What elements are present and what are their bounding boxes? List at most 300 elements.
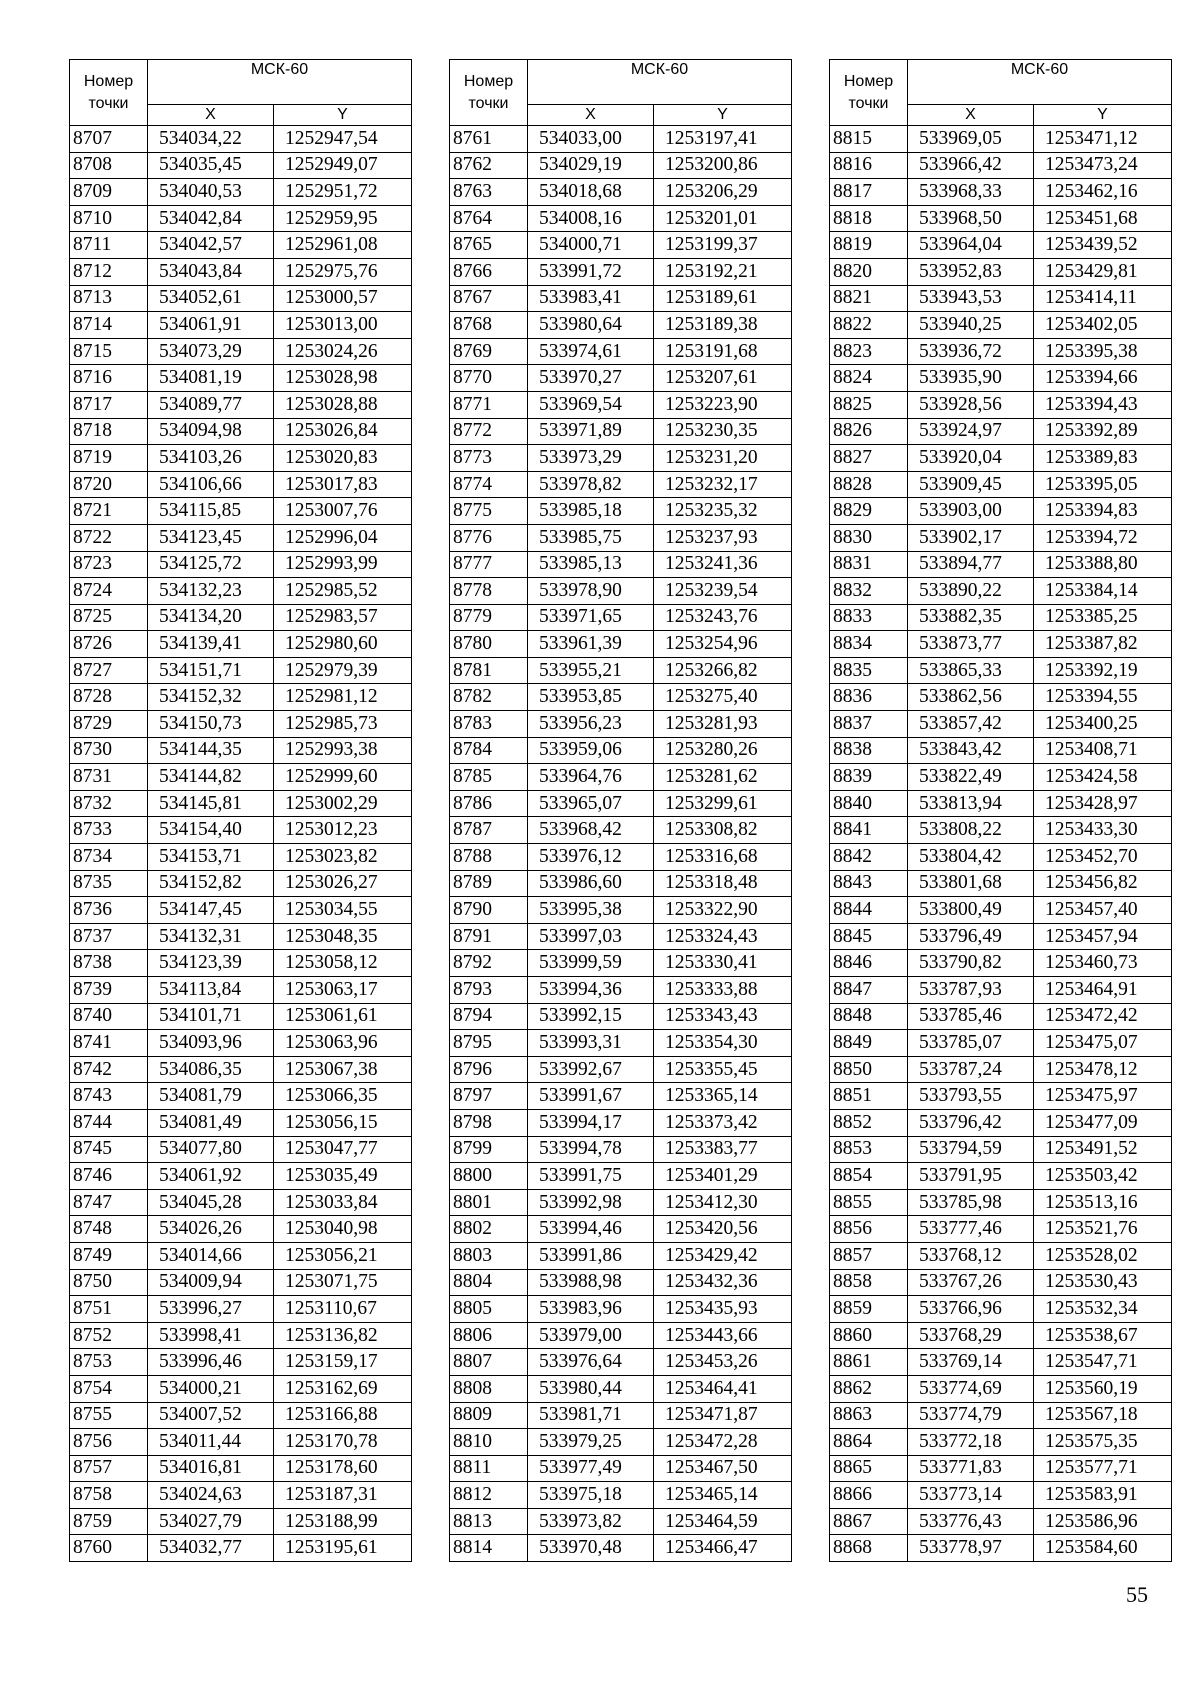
x-coordinate-cell: 533804,42 bbox=[908, 844, 1034, 871]
x-coordinate-cell: 534073,29 bbox=[148, 338, 274, 365]
x-coordinate-cell: 534000,21 bbox=[148, 1375, 274, 1402]
y-coordinate-cell: 1253388,80 bbox=[1034, 551, 1172, 578]
x-coordinate-cell: 533776,43 bbox=[908, 1508, 1034, 1535]
x-coordinate-cell: 533973,82 bbox=[528, 1508, 654, 1535]
table-row bbox=[70, 578, 412, 605]
point-number-cell: 8718 bbox=[70, 418, 148, 445]
x-coordinate-cell: 533953,85 bbox=[528, 684, 654, 711]
table-row bbox=[450, 1402, 792, 1429]
point-number-cell: 8733 bbox=[70, 817, 148, 844]
point-number-cell: 8790 bbox=[450, 897, 528, 924]
point-number-cell: 8803 bbox=[450, 1242, 528, 1269]
x-coordinate-cell: 533994,78 bbox=[528, 1136, 654, 1163]
point-number-cell: 8800 bbox=[450, 1163, 528, 1190]
point-number-cell: 8748 bbox=[70, 1216, 148, 1243]
x-coordinate-cell: 534132,31 bbox=[148, 923, 274, 950]
x-coordinate-cell: 533935,90 bbox=[908, 365, 1034, 392]
table-row bbox=[830, 445, 1172, 472]
y-coordinate-cell: 1253451,68 bbox=[1034, 205, 1172, 232]
x-coordinate-cell: 534139,41 bbox=[148, 631, 274, 658]
point-number-cell: 8721 bbox=[70, 498, 148, 525]
x-coordinate-cell: 533787,24 bbox=[908, 1056, 1034, 1083]
y-coordinate-cell: 1253012,23 bbox=[274, 817, 412, 844]
y-coordinate-cell: 1253266,82 bbox=[654, 657, 792, 684]
y-coordinate-cell: 1252983,57 bbox=[274, 604, 412, 631]
x-coordinate-cell: 534106,66 bbox=[148, 471, 274, 498]
x-coordinate-cell: 534153,71 bbox=[148, 844, 274, 871]
table-row bbox=[830, 179, 1172, 206]
y-coordinate-cell: 1253355,45 bbox=[654, 1056, 792, 1083]
point-number-cell: 8798 bbox=[450, 1109, 528, 1136]
x-coordinate-cell: 533991,67 bbox=[528, 1083, 654, 1110]
y-coordinate-cell: 1253067,38 bbox=[274, 1056, 412, 1083]
table-row bbox=[450, 179, 792, 206]
x-coordinate-cell: 533822,49 bbox=[908, 764, 1034, 791]
table-row bbox=[70, 391, 412, 418]
x-coordinate-cell: 534101,71 bbox=[148, 1003, 274, 1030]
table-row bbox=[450, 1455, 792, 1482]
y-coordinate-cell: 1253392,19 bbox=[1034, 657, 1172, 684]
x-column-header: X bbox=[148, 105, 274, 126]
y-coordinate-cell: 1253460,73 bbox=[1034, 950, 1172, 977]
x-coordinate-cell: 533970,48 bbox=[528, 1535, 654, 1562]
table-row bbox=[70, 1269, 412, 1296]
point-number-cell: 8785 bbox=[450, 764, 528, 791]
x-coordinate-cell: 533970,27 bbox=[528, 365, 654, 392]
table-row bbox=[830, 1136, 1172, 1163]
table-row bbox=[830, 1109, 1172, 1136]
x-coordinate-cell: 534032,77 bbox=[148, 1535, 274, 1562]
x-coordinate-cell: 533808,22 bbox=[908, 817, 1034, 844]
point-number-cell: 8848 bbox=[830, 1003, 908, 1030]
x-coordinate-cell: 534089,77 bbox=[148, 391, 274, 418]
y-coordinate-cell: 1253206,29 bbox=[654, 179, 792, 206]
point-number-cell: 8735 bbox=[70, 870, 148, 897]
point-number-cell: 8758 bbox=[70, 1482, 148, 1509]
point-number-cell: 8756 bbox=[70, 1429, 148, 1456]
table-row bbox=[70, 285, 412, 312]
table-row bbox=[70, 1003, 412, 1030]
table-row bbox=[830, 365, 1172, 392]
y-coordinate-cell: 1253538,67 bbox=[1034, 1322, 1172, 1349]
y-coordinate-cell: 1253061,61 bbox=[274, 1003, 412, 1030]
table-row bbox=[450, 498, 792, 525]
y-coordinate-cell: 1253033,84 bbox=[274, 1189, 412, 1216]
y-coordinate-cell: 1253241,36 bbox=[654, 551, 792, 578]
table-row bbox=[450, 126, 792, 153]
x-coordinate-cell: 533993,31 bbox=[528, 1030, 654, 1057]
x-coordinate-cell: 534040,53 bbox=[148, 179, 274, 206]
y-coordinate-cell: 1253503,42 bbox=[1034, 1163, 1172, 1190]
x-coordinate-cell: 533772,18 bbox=[908, 1429, 1034, 1456]
y-coordinate-cell: 1253452,70 bbox=[1034, 844, 1172, 871]
point-number-cell: 8861 bbox=[830, 1349, 908, 1376]
y-coordinate-cell: 1253384,14 bbox=[1034, 578, 1172, 605]
table-row bbox=[450, 923, 792, 950]
y-column-header: Y bbox=[654, 105, 792, 126]
point-number-cell: 8739 bbox=[70, 977, 148, 1004]
y-coordinate-cell: 1253462,16 bbox=[1034, 179, 1172, 206]
x-coordinate-cell: 533956,23 bbox=[528, 711, 654, 738]
point-number-cell: 8777 bbox=[450, 551, 528, 578]
table-row bbox=[450, 338, 792, 365]
y-coordinate-cell: 1253464,59 bbox=[654, 1508, 792, 1535]
table-row bbox=[70, 365, 412, 392]
table-row bbox=[830, 205, 1172, 232]
table-row bbox=[450, 152, 792, 179]
x-column-header: X bbox=[908, 105, 1034, 126]
x-coordinate-cell: 534115,85 bbox=[148, 498, 274, 525]
point-number-header: Номер точки bbox=[830, 60, 908, 126]
table-row bbox=[830, 312, 1172, 339]
y-coordinate-cell: 1253402,05 bbox=[1034, 312, 1172, 339]
table-row bbox=[450, 1056, 792, 1083]
y-coordinate-cell: 1253330,41 bbox=[654, 950, 792, 977]
table-row bbox=[830, 1003, 1172, 1030]
point-number-cell: 8767 bbox=[450, 285, 528, 312]
table-row bbox=[450, 1535, 792, 1562]
x-coordinate-cell: 533976,12 bbox=[528, 844, 654, 871]
y-coordinate-cell: 1253324,43 bbox=[654, 923, 792, 950]
x-coordinate-cell: 534094,98 bbox=[148, 418, 274, 445]
coordinates-table-1 bbox=[69, 59, 412, 1562]
y-coordinate-cell: 1253318,48 bbox=[654, 870, 792, 897]
y-coordinate-cell: 1253475,07 bbox=[1034, 1030, 1172, 1057]
table-row bbox=[70, 258, 412, 285]
point-number-cell: 8829 bbox=[830, 498, 908, 525]
point-number-cell: 8853 bbox=[830, 1136, 908, 1163]
x-coordinate-cell: 533988,98 bbox=[528, 1269, 654, 1296]
table-row bbox=[830, 1269, 1172, 1296]
x-coordinate-cell: 533991,75 bbox=[528, 1163, 654, 1190]
table-row bbox=[70, 844, 412, 871]
y-coordinate-cell: 1253308,82 bbox=[654, 817, 792, 844]
x-coordinate-cell: 533981,71 bbox=[528, 1402, 654, 1429]
x-coordinate-cell: 533991,72 bbox=[528, 258, 654, 285]
x-coordinate-cell: 533964,76 bbox=[528, 764, 654, 791]
x-coordinate-cell: 533968,33 bbox=[908, 179, 1034, 206]
table-row bbox=[70, 1216, 412, 1243]
y-coordinate-cell: 1253237,93 bbox=[654, 524, 792, 551]
x-coordinate-cell: 533882,35 bbox=[908, 604, 1034, 631]
table-row bbox=[830, 152, 1172, 179]
y-coordinate-cell: 1253281,62 bbox=[654, 764, 792, 791]
table-row bbox=[70, 338, 412, 365]
y-coordinate-cell: 1253178,60 bbox=[274, 1455, 412, 1482]
y-coordinate-cell: 1253280,26 bbox=[654, 737, 792, 764]
y-coordinate-cell: 1252975,76 bbox=[274, 258, 412, 285]
table-row bbox=[450, 1030, 792, 1057]
y-coordinate-cell: 1253547,71 bbox=[1034, 1349, 1172, 1376]
point-number-cell: 8726 bbox=[70, 631, 148, 658]
x-coordinate-cell: 533995,38 bbox=[528, 897, 654, 924]
x-coordinate-cell: 534123,45 bbox=[148, 524, 274, 551]
y-coordinate-cell: 1253197,41 bbox=[654, 126, 792, 153]
x-coordinate-cell: 534061,91 bbox=[148, 312, 274, 339]
point-number-cell: 8713 bbox=[70, 285, 148, 312]
x-coordinate-cell: 533969,54 bbox=[528, 391, 654, 418]
x-coordinate-cell: 534061,92 bbox=[148, 1163, 274, 1190]
x-coordinate-cell: 533862,56 bbox=[908, 684, 1034, 711]
point-number-cell: 8765 bbox=[450, 232, 528, 259]
point-number-cell: 8780 bbox=[450, 631, 528, 658]
y-coordinate-cell: 1253464,41 bbox=[654, 1375, 792, 1402]
x-coordinate-cell: 533924,97 bbox=[908, 418, 1034, 445]
point-number-cell: 8847 bbox=[830, 977, 908, 1004]
y-coordinate-cell: 1253024,26 bbox=[274, 338, 412, 365]
x-coordinate-cell: 533968,42 bbox=[528, 817, 654, 844]
y-coordinate-cell: 1253207,61 bbox=[654, 365, 792, 392]
point-number-cell: 8813 bbox=[450, 1508, 528, 1535]
table-row bbox=[70, 1030, 412, 1057]
y-coordinate-cell: 1253457,40 bbox=[1034, 897, 1172, 924]
y-coordinate-cell: 1253383,77 bbox=[654, 1136, 792, 1163]
y-coordinate-cell: 1253424,58 bbox=[1034, 764, 1172, 791]
point-number-cell: 8821 bbox=[830, 285, 908, 312]
x-coordinate-cell: 534103,26 bbox=[148, 445, 274, 472]
table-row bbox=[70, 657, 412, 684]
table-row bbox=[830, 1296, 1172, 1323]
table-row bbox=[450, 391, 792, 418]
point-number-cell: 8865 bbox=[830, 1455, 908, 1482]
table-row bbox=[450, 1216, 792, 1243]
point-number-cell: 8862 bbox=[830, 1375, 908, 1402]
y-coordinate-cell: 1253187,31 bbox=[274, 1482, 412, 1509]
point-number-cell: 8831 bbox=[830, 551, 908, 578]
y-coordinate-cell: 1253401,29 bbox=[654, 1163, 792, 1190]
coordinates-table-2 bbox=[449, 59, 792, 1562]
x-coordinate-cell: 533968,50 bbox=[908, 205, 1034, 232]
point-number-cell: 8844 bbox=[830, 897, 908, 924]
x-coordinate-cell: 534024,63 bbox=[148, 1482, 274, 1509]
table-row bbox=[70, 1322, 412, 1349]
y-coordinate-cell: 1252947,54 bbox=[274, 126, 412, 153]
x-coordinate-cell: 533992,98 bbox=[528, 1189, 654, 1216]
x-coordinate-cell: 533979,25 bbox=[528, 1429, 654, 1456]
point-number-cell: 8744 bbox=[70, 1109, 148, 1136]
x-coordinate-cell: 534014,66 bbox=[148, 1242, 274, 1269]
table-row bbox=[450, 711, 792, 738]
point-number-cell: 8850 bbox=[830, 1056, 908, 1083]
y-coordinate-cell: 1253231,20 bbox=[654, 445, 792, 472]
point-number-cell: 8807 bbox=[450, 1349, 528, 1376]
y-coordinate-cell: 1253453,26 bbox=[654, 1349, 792, 1376]
y-coordinate-cell: 1253467,50 bbox=[654, 1455, 792, 1482]
y-coordinate-cell: 1253532,34 bbox=[1034, 1296, 1172, 1323]
table-row bbox=[70, 551, 412, 578]
point-number-cell: 8815 bbox=[830, 126, 908, 153]
y-coordinate-cell: 1253281,93 bbox=[654, 711, 792, 738]
y-coordinate-cell: 1253429,42 bbox=[654, 1242, 792, 1269]
table-row bbox=[450, 1136, 792, 1163]
table-row bbox=[830, 817, 1172, 844]
y-coordinate-cell: 1253189,61 bbox=[654, 285, 792, 312]
y-coordinate-cell: 1253433,30 bbox=[1034, 817, 1172, 844]
point-number-cell: 8719 bbox=[70, 445, 148, 472]
point-number-cell: 8716 bbox=[70, 365, 148, 392]
table-row bbox=[830, 790, 1172, 817]
table-row bbox=[450, 1375, 792, 1402]
x-coordinate-cell: 534113,84 bbox=[148, 977, 274, 1004]
table-row bbox=[450, 950, 792, 977]
point-number-cell: 8794 bbox=[450, 1003, 528, 1030]
table-row bbox=[70, 737, 412, 764]
table-row bbox=[70, 1136, 412, 1163]
point-number-cell: 8779 bbox=[450, 604, 528, 631]
point-number-cell: 8712 bbox=[70, 258, 148, 285]
table-row bbox=[70, 498, 412, 525]
point-number-cell: 8745 bbox=[70, 1136, 148, 1163]
point-number-cell: 8776 bbox=[450, 524, 528, 551]
x-coordinate-cell: 533771,83 bbox=[908, 1455, 1034, 1482]
point-number-cell: 8749 bbox=[70, 1242, 148, 1269]
point-number-cell: 8814 bbox=[450, 1535, 528, 1562]
y-coordinate-cell: 1253002,29 bbox=[274, 790, 412, 817]
x-coordinate-cell: 534042,57 bbox=[148, 232, 274, 259]
table-row bbox=[830, 657, 1172, 684]
point-number-cell: 8797 bbox=[450, 1083, 528, 1110]
table-row bbox=[450, 764, 792, 791]
point-number-cell: 8724 bbox=[70, 578, 148, 605]
x-coordinate-cell: 533777,46 bbox=[908, 1216, 1034, 1243]
x-coordinate-cell: 533952,83 bbox=[908, 258, 1034, 285]
x-coordinate-cell: 533975,18 bbox=[528, 1482, 654, 1509]
y-coordinate-cell: 1253034,55 bbox=[274, 897, 412, 924]
table-row bbox=[830, 126, 1172, 153]
x-coordinate-cell: 533966,42 bbox=[908, 152, 1034, 179]
table-row bbox=[70, 897, 412, 924]
y-coordinate-cell: 1253394,72 bbox=[1034, 524, 1172, 551]
point-number-cell: 8754 bbox=[70, 1375, 148, 1402]
table-row bbox=[450, 365, 792, 392]
point-number-cell: 8805 bbox=[450, 1296, 528, 1323]
point-number-cell: 8755 bbox=[70, 1402, 148, 1429]
y-coordinate-cell: 1253110,67 bbox=[274, 1296, 412, 1323]
table-row bbox=[830, 1402, 1172, 1429]
table-row bbox=[450, 897, 792, 924]
y-coordinate-cell: 1253316,68 bbox=[654, 844, 792, 871]
point-number-cell: 8852 bbox=[830, 1109, 908, 1136]
table-row bbox=[830, 1163, 1172, 1190]
table-row bbox=[70, 1402, 412, 1429]
y-coordinate-cell: 1253385,25 bbox=[1034, 604, 1172, 631]
table-row bbox=[70, 1535, 412, 1562]
y-coordinate-cell: 1253007,76 bbox=[274, 498, 412, 525]
y-coordinate-cell: 1253254,96 bbox=[654, 631, 792, 658]
y-coordinate-cell: 1253466,47 bbox=[654, 1535, 792, 1562]
point-number-cell: 8725 bbox=[70, 604, 148, 631]
point-number-cell: 8743 bbox=[70, 1083, 148, 1110]
x-coordinate-cell: 534027,79 bbox=[148, 1508, 274, 1535]
point-number-cell: 8742 bbox=[70, 1056, 148, 1083]
x-coordinate-cell: 533997,03 bbox=[528, 923, 654, 950]
point-number-cell: 8717 bbox=[70, 391, 148, 418]
table-row bbox=[830, 1535, 1172, 1562]
y-coordinate-cell: 1253457,94 bbox=[1034, 923, 1172, 950]
table-row bbox=[450, 418, 792, 445]
x-coordinate-cell: 534009,94 bbox=[148, 1269, 274, 1296]
point-number-cell: 8730 bbox=[70, 737, 148, 764]
y-coordinate-cell: 1253560,19 bbox=[1034, 1375, 1172, 1402]
table-row bbox=[450, 232, 792, 259]
x-coordinate-cell: 534011,44 bbox=[148, 1429, 274, 1456]
point-number-cell: 8723 bbox=[70, 551, 148, 578]
y-coordinate-cell: 1253063,96 bbox=[274, 1030, 412, 1057]
y-coordinate-cell: 1253464,91 bbox=[1034, 977, 1172, 1004]
point-number-cell: 8840 bbox=[830, 790, 908, 817]
table-row bbox=[830, 950, 1172, 977]
point-number-cell: 8796 bbox=[450, 1056, 528, 1083]
y-coordinate-cell: 1253275,40 bbox=[654, 684, 792, 711]
point-number-cell: 8757 bbox=[70, 1455, 148, 1482]
table-row bbox=[830, 1083, 1172, 1110]
y-coordinate-cell: 1253192,21 bbox=[654, 258, 792, 285]
y-coordinate-cell: 1253428,97 bbox=[1034, 790, 1172, 817]
table-row bbox=[70, 1242, 412, 1269]
x-coordinate-cell: 533785,98 bbox=[908, 1189, 1034, 1216]
point-number-cell: 8799 bbox=[450, 1136, 528, 1163]
point-number-cell: 8788 bbox=[450, 844, 528, 871]
y-coordinate-cell: 1253201,01 bbox=[654, 205, 792, 232]
y-coordinate-cell: 1252951,72 bbox=[274, 179, 412, 206]
point-number-cell: 8738 bbox=[70, 950, 148, 977]
x-coordinate-cell: 534147,45 bbox=[148, 897, 274, 924]
y-coordinate-cell: 1253232,17 bbox=[654, 471, 792, 498]
table-row bbox=[450, 817, 792, 844]
y-coordinate-cell: 1253299,61 bbox=[654, 790, 792, 817]
y-coordinate-cell: 1253048,35 bbox=[274, 923, 412, 950]
x-coordinate-cell: 533994,46 bbox=[528, 1216, 654, 1243]
point-number-cell: 8720 bbox=[70, 471, 148, 498]
x-coordinate-cell: 534123,39 bbox=[148, 950, 274, 977]
table-row bbox=[450, 551, 792, 578]
table-row bbox=[450, 578, 792, 605]
x-coordinate-cell: 533983,96 bbox=[528, 1296, 654, 1323]
point-number-cell: 8731 bbox=[70, 764, 148, 791]
coordinate-system-header: МСК-60 bbox=[908, 60, 1172, 105]
point-number-cell: 8791 bbox=[450, 923, 528, 950]
table-row bbox=[450, 1429, 792, 1456]
table-row bbox=[830, 684, 1172, 711]
table-row bbox=[830, 631, 1172, 658]
x-coordinate-cell: 533928,56 bbox=[908, 391, 1034, 418]
y-coordinate-cell: 1253035,49 bbox=[274, 1163, 412, 1190]
x-coordinate-cell: 534026,26 bbox=[148, 1216, 274, 1243]
x-coordinate-cell: 533965,07 bbox=[528, 790, 654, 817]
y-coordinate-cell: 1253394,55 bbox=[1034, 684, 1172, 711]
x-coordinate-cell: 533902,17 bbox=[908, 524, 1034, 551]
x-coordinate-cell: 534045,28 bbox=[148, 1189, 274, 1216]
table-row bbox=[450, 1242, 792, 1269]
table-row bbox=[450, 471, 792, 498]
x-coordinate-cell: 533974,61 bbox=[528, 338, 654, 365]
point-number-cell: 8722 bbox=[70, 524, 148, 551]
x-coordinate-cell: 533964,04 bbox=[908, 232, 1034, 259]
x-coordinate-cell: 534033,00 bbox=[528, 126, 654, 153]
table-row bbox=[450, 1482, 792, 1509]
point-number-cell: 8808 bbox=[450, 1375, 528, 1402]
y-coordinate-cell: 1253389,83 bbox=[1034, 445, 1172, 472]
x-coordinate-cell: 533796,49 bbox=[908, 923, 1034, 950]
x-coordinate-cell: 534081,19 bbox=[148, 365, 274, 392]
y-coordinate-cell: 1253528,02 bbox=[1034, 1242, 1172, 1269]
y-coordinate-cell: 1252993,99 bbox=[274, 551, 412, 578]
y-column-header: Y bbox=[274, 105, 412, 126]
y-coordinate-cell: 1253387,82 bbox=[1034, 631, 1172, 658]
x-coordinate-cell: 533985,75 bbox=[528, 524, 654, 551]
point-number-cell: 8822 bbox=[830, 312, 908, 339]
table-row bbox=[830, 1349, 1172, 1376]
